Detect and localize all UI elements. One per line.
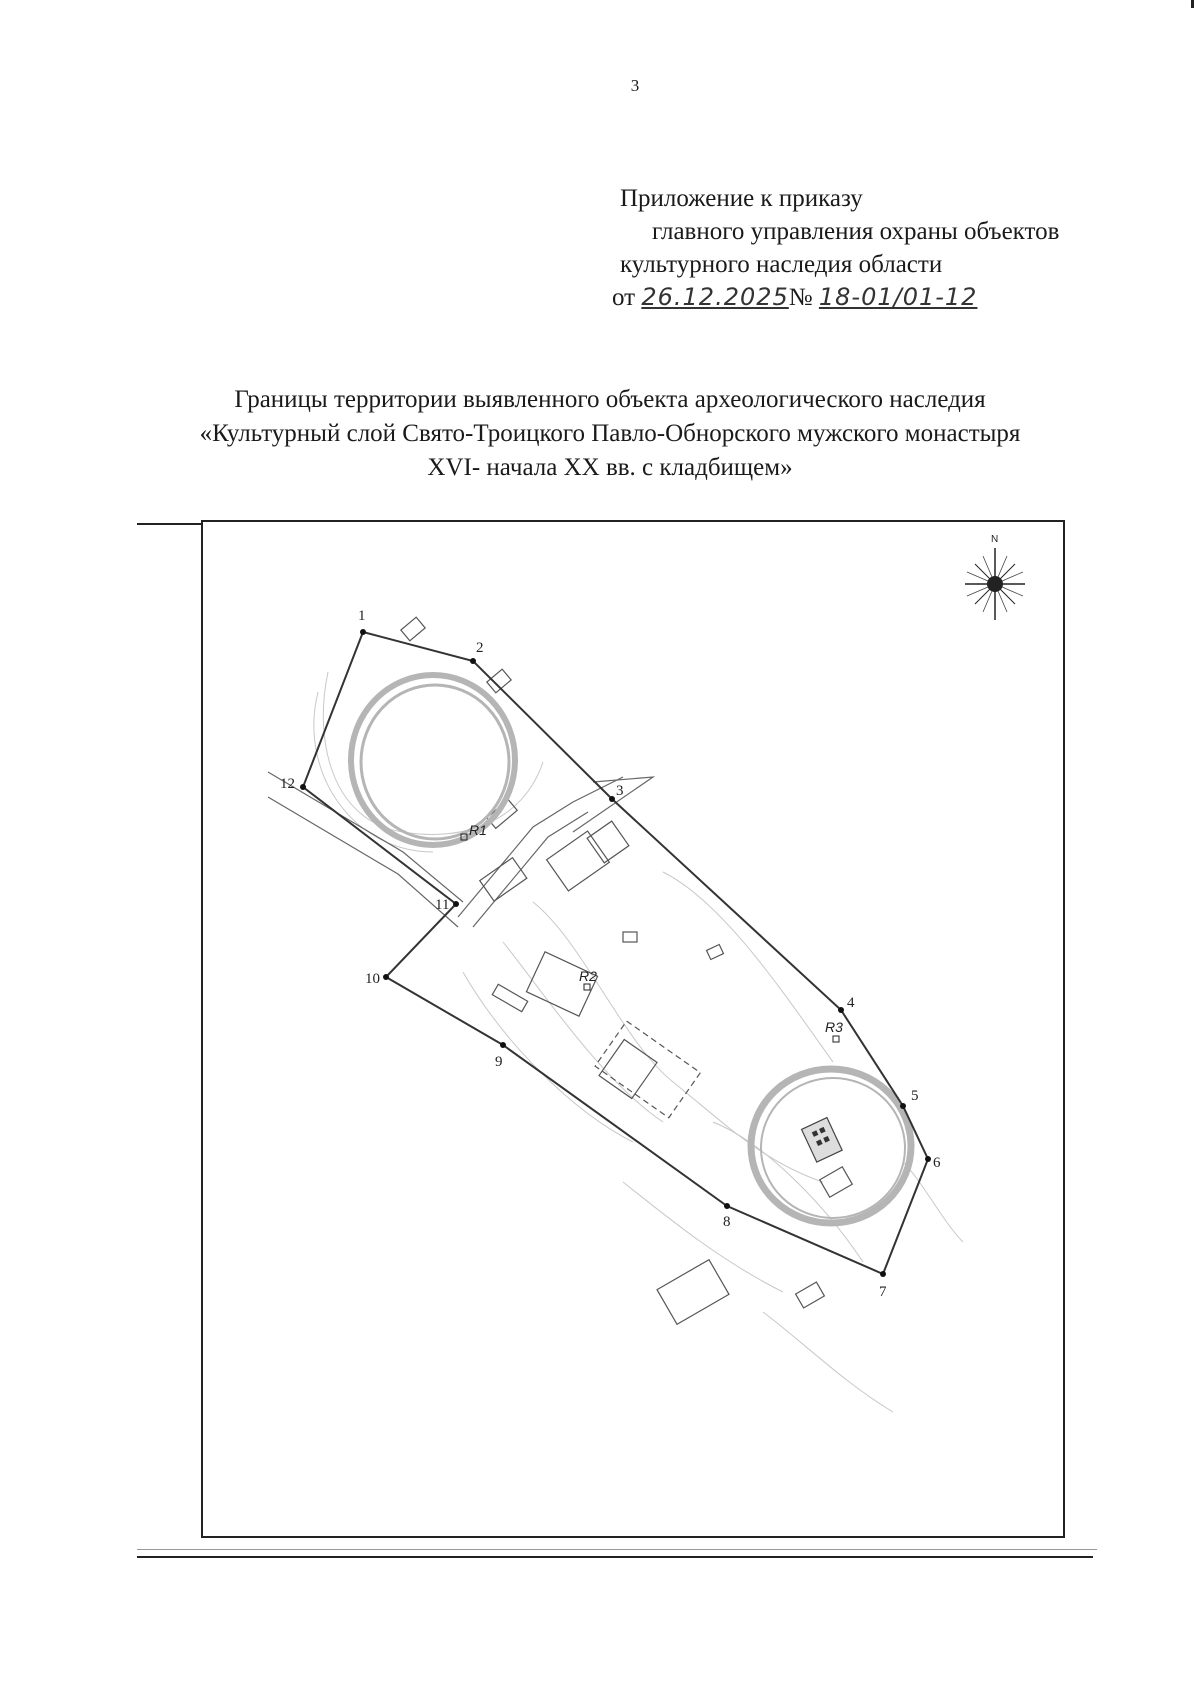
boundary-vertices <box>300 629 931 1277</box>
appendix-line-1: Приложение к приказу <box>620 185 863 212</box>
frame-bottom-rule <box>137 1556 1093 1558</box>
point-label-11: 11 <box>435 897 450 913</box>
terrain-contours <box>314 672 963 1412</box>
title-line-2: «Культурный слой Свято-Троицкого Павло-Обнорского мужского монастыря <box>199 420 1021 447</box>
boundary-vertex <box>500 1042 506 1048</box>
date-prefix: от <box>612 284 636 311</box>
boundary-vertex <box>925 1156 931 1162</box>
title-line-3: XVI- начала XX вв. с кладбищем» <box>427 454 793 481</box>
reference-marker-r2 <box>584 984 590 990</box>
boundary-vertex <box>360 629 366 635</box>
appendix-date-line <box>612 281 1132 314</box>
point-label-2: 2 <box>476 640 484 656</box>
frame-bottom-rule-faint <box>137 1549 1097 1550</box>
appendix-line-2: главного управления охраны объектов <box>652 218 1060 245</box>
point-label-4: 4 <box>847 995 855 1011</box>
page-number: 3 <box>630 76 640 95</box>
scan-edge-mark <box>1191 0 1194 8</box>
boundary-vertex <box>724 1203 730 1209</box>
reference-label-r2: R2 <box>579 968 597 984</box>
boundary-vertex <box>470 658 476 664</box>
appendix-header <box>612 182 1140 314</box>
point-label-5: 5 <box>911 1088 919 1104</box>
boundary-vertex <box>300 784 306 790</box>
appendix-line-3: культурного наследия области <box>620 251 943 278</box>
reference-points <box>461 822 843 1042</box>
site-plan-map <box>201 520 1065 1538</box>
boundary-vertex <box>383 974 389 980</box>
site-boundary <box>303 632 928 1274</box>
boundary-vertex <box>609 796 615 802</box>
compass-rose-icon <box>965 534 1025 620</box>
point-label-6: 6 <box>933 1155 941 1171</box>
chapel-building <box>802 1118 843 1162</box>
point-label-7: 7 <box>879 1284 887 1300</box>
point-label-3: 3 <box>616 783 624 799</box>
handwritten-date: 26.12.2025 <box>641 283 789 311</box>
boundary-vertex <box>453 901 459 907</box>
point-label-10: 10 <box>365 971 380 987</box>
boundary-vertex <box>880 1271 886 1277</box>
point-label-9: 9 <box>495 1054 503 1070</box>
buildings <box>401 617 852 1324</box>
point-label-8: 8 <box>723 1214 731 1230</box>
reference-label-r3: R3 <box>825 1019 843 1035</box>
frame-top-rule <box>137 523 204 525</box>
number-sign: № <box>788 284 813 311</box>
handwritten-order-number: 18-01/01-12 <box>818 283 978 311</box>
document-title <box>130 383 1090 485</box>
boundary-vertex <box>900 1103 906 1109</box>
point-label-1: 1 <box>358 608 366 624</box>
title-line-1: Границы территории выявленного объекта археологического наследия <box>234 386 986 413</box>
reference-marker-r3 <box>833 1036 839 1042</box>
reference-label-r1: R1 <box>469 822 487 838</box>
compass-north-label: N <box>991 534 999 545</box>
point-label-12: 12 <box>280 776 295 792</box>
boundary-vertex <box>838 1007 844 1013</box>
